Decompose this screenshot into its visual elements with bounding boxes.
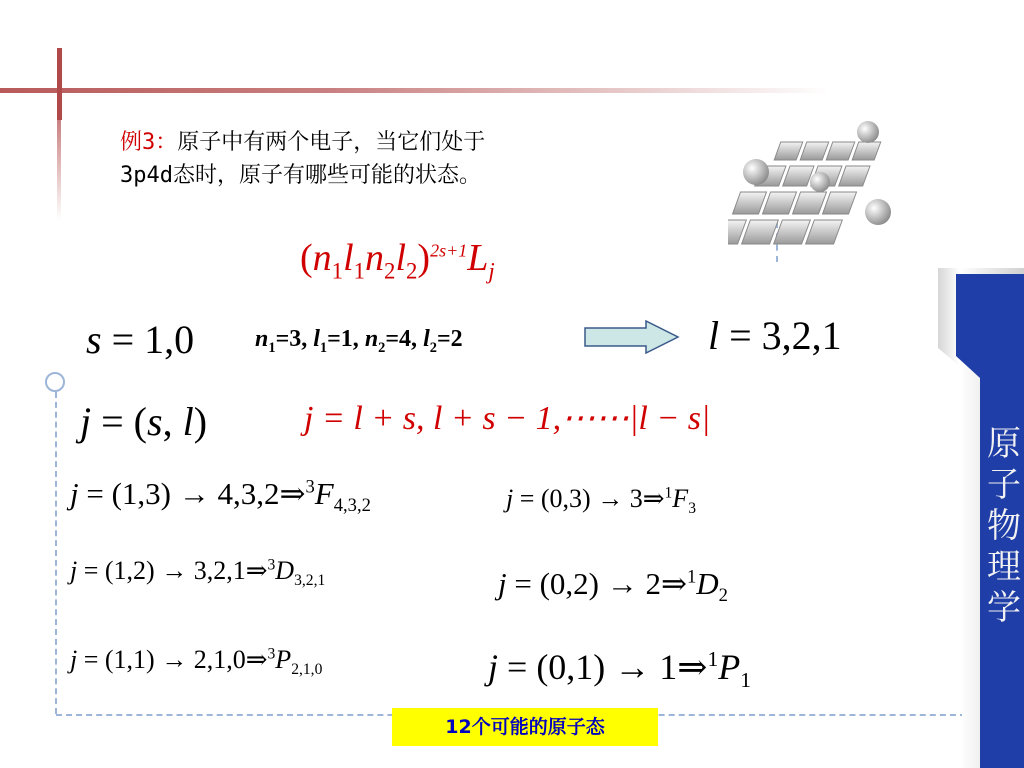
state-line: $j = (1,2) \to 3,2,1\Rightarrow^3D_{3,2,1}$ — [70, 556, 326, 590]
state-line: $j = (1,3) \to 4,3,2\Rightarrow^3F_{4,3,2}$ — [70, 476, 371, 517]
j-range-formula: j = l + s, l + s − 1,⋯⋯|l − s| — [304, 400, 711, 437]
side-title-char: 子 — [987, 465, 1021, 505]
side-title-char: 物 — [987, 506, 1021, 546]
summary-text: 12个可能的原子态 — [445, 716, 605, 738]
vertical-decorative-line-fade — [57, 120, 61, 220]
state-line: $j = (0,1) \to 1\Rightarrow^1P_1$ — [488, 647, 752, 693]
left-dashed-line — [55, 392, 57, 714]
cube-grid-illustration — [728, 112, 928, 262]
orbital-values: l = 3,2,1 — [708, 313, 842, 358]
problem-line2: 3p4d态时，原子有哪些可能的状态。 — [120, 163, 481, 188]
quantum-numbers: $n_1=3$, $l_1=1$, $n_2=4$, $l_2=2$ — [255, 326, 463, 356]
side-title-char: 学 — [987, 588, 1021, 628]
state-line: $j = (1,1) \to 2,1,0\Rightarrow^3P_{2,1,0}$ — [70, 645, 323, 679]
state-line: $j = (0,2) \to 2\Rightarrow^1D_2$ — [498, 566, 728, 607]
block-arrow-icon — [584, 320, 680, 354]
side-title — [982, 424, 1024, 629]
problem-label: 例3： — [120, 130, 178, 155]
side-title-char: 理 — [987, 547, 1021, 587]
spin-values: s = 1,0 — [86, 317, 195, 362]
j-definition: j = (s, l) — [80, 399, 208, 444]
side-title-char: 原 — [987, 424, 1021, 464]
top-decorative-line — [0, 88, 830, 93]
vertical-decorative-line — [57, 48, 62, 120]
circle-ornament — [45, 372, 65, 392]
problem-statement — [120, 126, 485, 192]
term-symbol-formula: $(n_1l_1n_2l_2)^{2s+1}L_j$ — [300, 237, 495, 284]
problem-line1: 原子中有两个电子，当它们处于 — [177, 130, 486, 155]
state-line: $j = (0,3) \to 3\Rightarrow^1F_3$ — [506, 484, 696, 518]
